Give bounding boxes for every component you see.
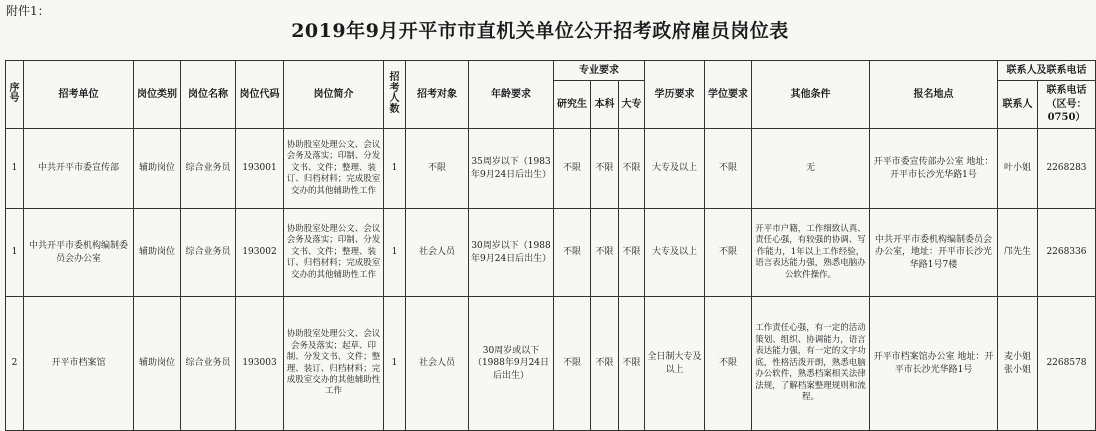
- cell-contact: 叶小姐: [998, 129, 1038, 209]
- header-major: 专业要求: [554, 61, 645, 81]
- header-degree: 学位要求: [705, 61, 752, 129]
- cell-other: 开平市户籍，工作细致认真、责任心强，有较强的协调、写作能力，1年以上工作经验，语言表达能力强，熟悉电脑办公软件操作。: [752, 209, 870, 297]
- cell-college: 不限: [619, 297, 645, 431]
- cell-category: 辅助岗位: [134, 209, 181, 297]
- header-seq: 序号: [6, 61, 24, 129]
- cell-intro: 协助股室处理公文、会议会务及落实；起草、印制、分发文书、文件；整理、装订、归档材料；完成股室交办的其他辅助性工作: [284, 297, 384, 431]
- cell-post-name: 综合业务员: [181, 129, 236, 209]
- cell-unit: 中共开平市委宣传部: [24, 129, 134, 209]
- cell-phone: 2268283: [1038, 129, 1096, 209]
- header-unit: 招考单位: [24, 61, 134, 129]
- cell-unit: 开平市档案馆: [24, 297, 134, 431]
- cell-category: 辅助岗位: [134, 129, 181, 209]
- header-contact-group: 联系人及联系电话: [998, 61, 1096, 81]
- cell-count: 1: [384, 129, 406, 209]
- cell-bachelor: 不限: [591, 129, 619, 209]
- header-row-1: [6, 61, 1096, 81]
- cell-college: 不限: [619, 129, 645, 209]
- cell-other: 工作责任心强，有一定的活动策划、组织、协调能力，语言表达能力强，有一定的文字功底，性格活泼开朗，熟悉电脑办公软件，熟悉档案相关法律法规，了解档案整理规则和流程。: [752, 297, 870, 431]
- cell-grad: 不限: [554, 297, 591, 431]
- page-title: 2019年9月开平市市直机关单位公开招考政府雇员岗位表: [291, 20, 789, 42]
- cell-count: 1: [384, 209, 406, 297]
- cell-seq: 2: [6, 297, 24, 431]
- cell-age: 30周岁或以下（1988年9月24日后出生）: [469, 297, 554, 431]
- cell-education: 大专及以上: [645, 129, 705, 209]
- cell-phone: 2268336: [1038, 209, 1096, 297]
- cell-phone: 2268578: [1038, 297, 1096, 431]
- cell-intro: 协助股室处理公文、会议会务及落实；印制、分发文书、文件；整理、装订、归档材料；完成股室交办的其他辅助性工作: [284, 129, 384, 209]
- cell-location: 开平市档案馆办公室 地址：开平市长沙光华路1号: [870, 297, 998, 431]
- cell-unit: 中共开平市委机构编制委员会办公室: [24, 209, 134, 297]
- header-bachelor: 本科: [591, 81, 619, 129]
- cell-education: 全日制大专及以上: [645, 297, 705, 431]
- cell-target: 社会人员: [406, 209, 469, 297]
- cell-target: 社会人员: [406, 297, 469, 431]
- header-contact: 联系人: [998, 81, 1038, 129]
- cell-degree: 不限: [705, 209, 752, 297]
- header-location: 报名地点: [870, 61, 998, 129]
- header-intro: 岗位简介: [284, 61, 384, 129]
- cell-degree: 不限: [705, 297, 752, 431]
- recruitment-table: [5, 60, 1096, 431]
- cell-category: 辅助岗位: [134, 297, 181, 431]
- cell-target: 不限: [406, 129, 469, 209]
- header-category: 岗位类别: [134, 61, 181, 129]
- cell-post-code: 193003: [236, 297, 284, 431]
- header-education: 学历要求: [645, 61, 705, 129]
- cell-location: 中共开平市委机构编制委员会办公室，地址：开平市长沙光华路1号7楼: [870, 209, 998, 297]
- cell-grad: 不限: [554, 209, 591, 297]
- header-grad: 研究生: [554, 81, 591, 129]
- cell-count: 1: [384, 297, 406, 431]
- header-count: 招考人数: [384, 61, 406, 129]
- cell-location: 开平市委宣传部办公室 地址：开平市长沙光华路1号: [870, 129, 998, 209]
- header-post-code: 岗位代码: [236, 61, 284, 129]
- cell-seq: 1: [6, 129, 24, 209]
- header-age: 年龄要求: [469, 61, 554, 129]
- cell-intro: 协助股室处理公文、会议会务及落实；印制、分发文书、文件；整理、装订、归档材料；完成股室交办的其他辅助性工作: [284, 209, 384, 297]
- header-other: 其他条件: [752, 61, 870, 129]
- cell-college: 不限: [619, 209, 645, 297]
- header-college: 大专: [619, 81, 645, 129]
- header-phone: 联系电话（区号：0750）: [1038, 81, 1096, 129]
- cell-contact: 邝先生: [998, 209, 1038, 297]
- cell-other: 无: [752, 129, 870, 209]
- cell-age: 35周岁以下（1983年9月24日后出生）: [469, 129, 554, 209]
- cell-age: 30周岁以下（1988年9月24日后出生）: [469, 209, 554, 297]
- cell-post-code: 193002: [236, 209, 284, 297]
- cell-bachelor: 不限: [591, 209, 619, 297]
- cell-post-name: 综合业务员: [181, 297, 236, 431]
- cell-post-name: 综合业务员: [181, 209, 236, 297]
- header-post-name: 岗位名称: [181, 61, 236, 129]
- cell-education: 大专及以上: [645, 209, 705, 297]
- attachment-label: 附件1：: [6, 4, 50, 18]
- table-row: [6, 209, 1096, 297]
- cell-degree: 不限: [705, 129, 752, 209]
- cell-seq: 1: [6, 209, 24, 297]
- cell-post-code: 193001: [236, 129, 284, 209]
- cell-contact: 麦小姐 张小姐: [998, 297, 1038, 431]
- cell-grad: 不限: [554, 129, 591, 209]
- cell-bachelor: 不限: [591, 297, 619, 431]
- header-target: 招考对象: [406, 61, 469, 129]
- table-row: [6, 297, 1096, 431]
- table-row: [6, 129, 1096, 209]
